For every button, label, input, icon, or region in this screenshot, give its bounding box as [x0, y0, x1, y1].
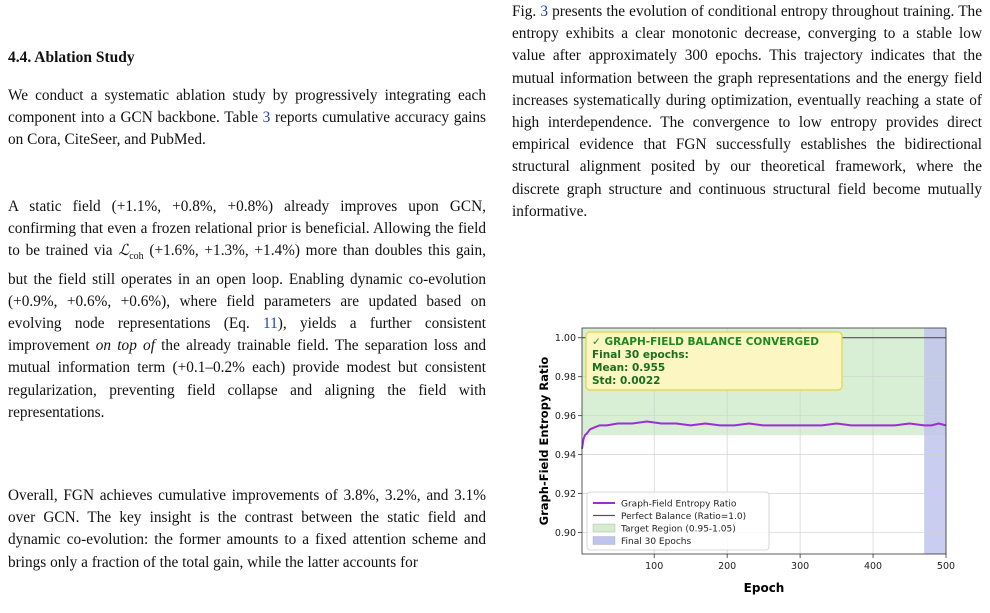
text-run: ), yields a further consistent improvement — [8, 315, 486, 355]
y-tick-label: 0.90 — [554, 528, 576, 540]
y-axis-ticks — [555, 333, 582, 539]
figure-reference-link[interactable]: 3 — [540, 3, 549, 20]
final-epochs-region — [924, 328, 946, 554]
x-tick-label: 400 — [863, 561, 883, 572]
text-run: the already trainable field. The separation loss and mutual information term (+0.1–0.2% each) provide modest but consistent regularization, preventing field collapse and aligning the field with representations. — [8, 337, 486, 421]
text-run: (+1.6%, +1.3%, +1.4%) more than doubles this gain, but the field still operates in an open loop. Enabling dynamic co-evolution (+0.9%, +0.6%, +0.6%), where field parameters are updated based on evolving node representations (Eq. — [8, 242, 486, 333]
text-run: presents the evolution of conditional entropy throughout training. The entropy exhibits a clear monotonic decrease, converging to a stable low value after approximately 300 epochs. This trajectory indicates that the mutual information between the graph representations and the energy field increases systematically during optimization, eventually reaching a state of high interdependence. The convergence to low entropy provides direct empirical evidence that FGN successfully establishes the bidirectional structural alignment posited by our theoretical framework, where the discrete graph structure and continuous structural field become mutually informative. — [512, 3, 982, 220]
entropy-ratio-chart — [530, 318, 960, 608]
x-tick-label: 100 — [645, 561, 664, 572]
x-axis-label: Epoch — [743, 581, 785, 595]
legend-label: Graph-Field Entropy Ratio — [621, 499, 737, 510]
paragraph — [8, 85, 486, 152]
y-tick-label: 1.00 — [554, 333, 576, 345]
annotation-line: ✓ GRAPH-FIELD BALANCE CONVERGED — [592, 336, 820, 348]
paragraph: Overall, FGN achieves cumulative improvements of 3.8%, 3.2%, and 3.1% over GCN. The key insight is the contrast between the static field and dynamic co-evolution: the former amounts to a fixed attention scheme and brings only a fraction of the total gain, while the latter accounts for — [8, 487, 486, 571]
x-tick-label: 500 — [936, 561, 956, 572]
y-tick-label: 0.96 — [554, 411, 576, 423]
legend-label: Perfect Balance (Ratio=1.0) — [621, 512, 747, 522]
paragraph — [512, 1, 982, 223]
text-run: We conduct a systematic ablation study by progressively integrating each component into a GCN backbone. Table — [8, 87, 486, 127]
figure — [530, 318, 960, 608]
annotation-line: Std: 0.0022 — [592, 375, 661, 387]
legend-label: Target Region (0.95-1.05) — [621, 524, 736, 535]
x-tick-label: 300 — [791, 561, 810, 572]
y-tick-label: 0.92 — [554, 489, 576, 501]
section-title: 4.4. Ablation Study — [8, 49, 135, 66]
y-axis-label: Graph-Field Entropy Ratio — [537, 356, 551, 526]
text-run: reports cumulative accuracy gains on Cora, CiteSeer, and PubMed. — [8, 109, 486, 149]
annotation-line: Final 30 epochs: — [592, 349, 689, 361]
emphasis: on top of — [95, 337, 155, 355]
x-axis-ticks — [645, 554, 955, 572]
math-symbol: ℒ — [118, 242, 130, 260]
text-run: Fig. — [512, 3, 541, 20]
y-tick-label: 0.94 — [554, 450, 576, 462]
paragraph — [8, 196, 486, 424]
chart-legend — [587, 492, 769, 550]
annotation-line: Mean: 0.955 — [592, 362, 666, 374]
legend-label: Final 30 Epochs — [621, 537, 692, 547]
math-subscript: coh — [129, 251, 144, 263]
text-run: A static field (+1.1%, +0.8%, +0.8%) already improves upon GCN, confirming that even a frozen relational prior is beneficial. Allowing the field to be trained via — [8, 198, 486, 260]
y-tick-label: 0.98 — [554, 372, 576, 384]
convergence-annotation — [586, 332, 842, 390]
table-reference-link[interactable]: 3 — [262, 109, 271, 127]
legend-swatch — [593, 524, 615, 532]
equation-reference-link[interactable]: 11 — [263, 315, 278, 333]
x-tick-label: 200 — [718, 561, 737, 572]
legend-swatch — [593, 537, 615, 545]
